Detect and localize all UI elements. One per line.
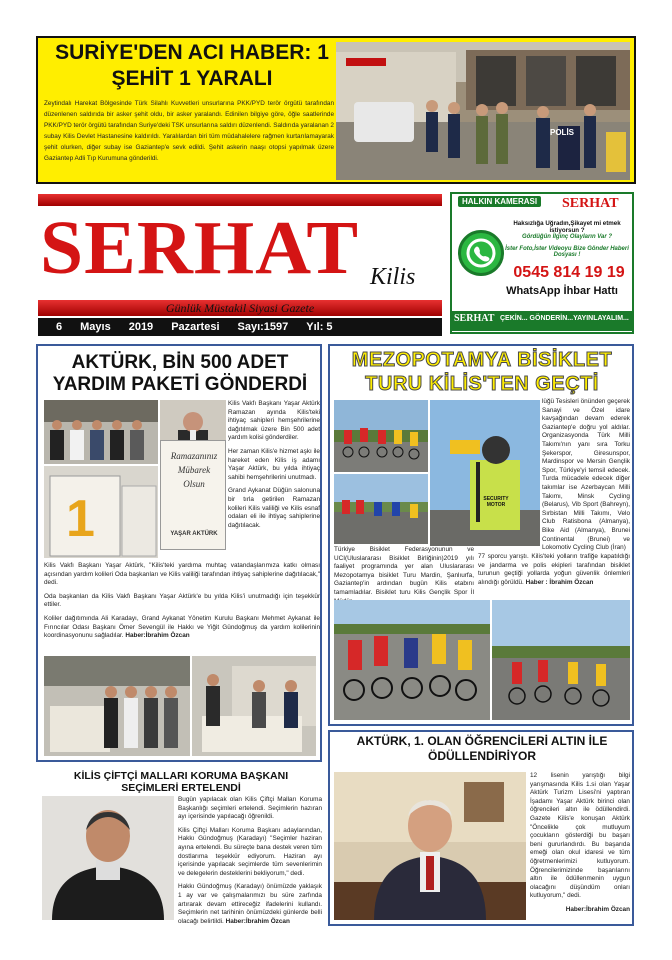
ad-brand: SERHAT xyxy=(562,196,619,211)
ciftci-para-3: Hakkı Gündoğmuş (Karadayı) önümüzde yaklaşık 1 ay var ve çalışmalarımızı bu süre zarfında artırarak devam ettireceğiz ifadelerini kullandı. Seçimlerin net tarihinin önümüzdeki günlerde belli olacağı belirtildi. xyxy=(178,883,322,925)
akturk-story-text-wide xyxy=(44,562,320,646)
whatsapp-icon xyxy=(458,230,504,276)
akturk-para-1: Kilis Vakfı Başkanı Yaşar Aktürk Ramazan ayında Kilis'teki ihtiyaç sahipleri hemşehrilerine dağıtılmak üzere Bin 500 adet yardım kolisi gönderdiler. xyxy=(228,400,320,442)
akturk-byline: Haber:İbrahim Özcan xyxy=(125,632,190,640)
card-line-3: Olsun xyxy=(183,479,205,489)
top-story-body: Zeytindalı Harekat Bölgesinde Türk Silahlı Kuvvetleri unsurlarına PKK/PYD terör örgütü tarafından düzenlenen saldırıda bir asker şehit oldu, bir asker yaralandı. Edinilen bilgiye göre, öğle saatlerinde PKK/PYD terör örgütü tarafından Suriye'deki TSK unsurlarına saldırı düzenlendi. Saldırıda yaralanan 2 subay Kilis Devlet Hastanesine kaldırıldı. Yaralılardan biri tüm müdahalelere rağmen kurtarılamayarak şehit olurken, diğer subay ise Gaziantep'e sevk edildi. Şehit askerin naaşı otopsi yapılmak üzere Gaziantep Adli Tıp Kurumuna gönderildi. xyxy=(44,100,334,162)
card-name: YAŞAR AKTÜRK xyxy=(170,531,218,537)
ogr-para-1: 12 lisenin yarıştığı bilgi yarışmasında Kilis 1.si olan Yaşar Aktürk Turizm Lisesi'ni yaptıran İşadamı Yaşar Aktürk birinci olan öğrencileri altın ile ödüllendirdi. Gazete Kilis'e konuşan Aktürk "Öncelikle çok mutluyum çocukların gösterdiği bu başarı beni gururlandırdı. Bu başarıda emeği olan okul idaresi ve tüm öğretmenlerimizi kutluyorum. Öğrencilerimizinde başarılarını altın ile ödüllenmenin uygun olacağını düşündüm onları kutluyorum," dedi. xyxy=(530,772,630,900)
ogr-story-title[interactable]: AKTÜRK, 1. OLAN ÖĞRENCİLERİ ALTIN İLE ÖDÜLLENDİRİYOR xyxy=(356,734,608,763)
ciftci-story-text xyxy=(178,796,322,931)
security-vest-text: SECURITY MOTOR xyxy=(483,496,509,508)
akturk-story-text-col xyxy=(228,400,320,535)
ad-line-1: Haksızlığa Uğradın,Şikayet mi etmek istiyorsun ? xyxy=(513,220,621,234)
date-month: Mayıs xyxy=(80,321,111,333)
akturk-photo-group xyxy=(44,400,158,464)
masthead-logo[interactable]: SERHAT xyxy=(40,206,360,290)
date-bar xyxy=(38,318,442,336)
akturk-para-3: Grand Aykanat Düğün salonuna bir tırla getirilen Ramazan kolileri Kilis valiliği ve Kilis esnaf odaları eli ile ihtiyaç sahiplerine dağıtılacak. xyxy=(228,487,320,529)
akturk-photo-bottom-left xyxy=(44,656,190,756)
akturk-para-5: Oda başkanları da Kilis Vakfı Başkanı Yaşar Aktürk'e bu yılda Kilis'i unutmadığı için teşekkür ettiler. xyxy=(44,592,320,609)
card-line-1: Ramazanınız xyxy=(170,451,218,461)
volume-number: Yıl: 5 xyxy=(306,321,333,333)
mezo-byline: Haber : İbrahim Özcan xyxy=(525,578,594,586)
akturk-photo-bottom-right xyxy=(192,656,316,756)
akturk-para-6: Koliler dağıtımında Ali Karadayı, Grand Aykanat Yönetim Kurulu Başkanı Mehmet Aykanat ile Fırıncılar Odası Başkanı Ömer Sevengül ile Hakkı ve Yiğit Gündoğmuş da yardım kolilerinin koordinasyonunu sağladılar. xyxy=(44,614,320,640)
ciftci-portrait xyxy=(42,796,174,920)
date-year: 2019 xyxy=(128,321,154,333)
issue-number: Sayı:1597 xyxy=(237,321,289,333)
masthead-logo-sub: Kilis xyxy=(370,264,416,290)
svg-text:1: 1 xyxy=(66,490,95,548)
ad-line-3: İster Foto,İster Videoyu Bize Gönder Haberi Dosyası ! xyxy=(505,246,629,258)
mezo-photo-cyclists-2 xyxy=(334,474,428,544)
date-day: 6 xyxy=(56,321,63,333)
mezo-photo-peloton xyxy=(334,600,490,720)
ciftci-story-title[interactable]: KİLİS ÇİFTÇİ MALLARI KORUMA BAŞKANI SEÇİMLERİ ERTELENDİ xyxy=(73,770,289,794)
mezo-story-col-2: Türkiye Bisiklet Federasyonunun ve UCI(Uluslararası Bisiklet Birliğinin)2019 yılı faaliyet programında yer alan Uluslararası Mezopotamya bisiklet Turu Mardin, Şanlıurfa, Gaziantep'in ardından bugün Kilis etabını tamamladılar. Bisiklet turu Kilis Gençlik Spor İl xyxy=(334,546,474,596)
ad-hotline-label: WhatsApp İhbar Hattı xyxy=(506,285,618,297)
top-story-photo xyxy=(336,42,630,180)
ogr-story-text xyxy=(530,772,630,920)
date-weekday: Pazartesi xyxy=(171,321,220,333)
mezo-para-3: 77 sporcu yarıştı. Kilis'teki yolların trafiğe kapatıldığı ve jandarma ve polis ekipleri tarafından bisiklet turunun geçtiği yollarda yoğun güvenlik önlemleri alındığı görüldü. xyxy=(478,553,630,586)
ad-footer-text: ÇEKİN... GÖNDERİN...YAYINLAYALIM... xyxy=(500,315,629,322)
mezo-story-title[interactable]: MEZOPOTAMYA BİSİKLET TURU KİLİS'TEN GEÇTİ xyxy=(351,349,613,395)
top-story-title[interactable]: SURİYE'DEN ACI HABER: 1 ŞEHİT 1 YARALI xyxy=(55,41,329,90)
akturk-photo-boxes xyxy=(44,466,158,558)
masthead-tagline: Günlük Müstakil Siyasi Gazete xyxy=(165,301,315,315)
ogr-portrait xyxy=(334,772,526,920)
akturk-para-2: Her zaman Kilis'e hizmet aşkı ile hareket eden Kilis iş adamı Yaşar Aktürk, bu yılda ihtiyaç sahibi hemşehrilerini unutmadı. xyxy=(228,447,320,481)
akturk-ramazan-card xyxy=(160,440,226,550)
akturk-story-title[interactable]: AKTÜRK, BİN 500 ADET YARDIM PAKETİ GÖNDERDİ xyxy=(52,352,308,395)
mezo-photo-security xyxy=(430,400,540,546)
card-line-2: Mübarek xyxy=(177,465,211,475)
mezo-story-col-3 xyxy=(478,553,630,587)
ad-line-2: Gördüğün İlginç Olayların Var ? xyxy=(521,234,613,240)
ad-header: HALKIN KAMERASI xyxy=(458,196,541,207)
ciftci-para-2: Kilis Çiftçi Malları Koruma Başkanı adaylarından, Hakkı Gündoğmuş (Karadayı) "Seçimler haziran ayına ertelendi. Bu süreçte bana destek veren tüm dostlarıma teşekkür ediyorum. Haziran ayı içerisinde yapılacak seçimlerde tüm sevenlerimin ve delegelerin desteklerini bekliyorum," dedi. xyxy=(178,826,322,877)
ad-footer-brand: SERHAT xyxy=(454,313,495,324)
akturk-para-4: Kilis Vakfı Başkanı Yaşar Aktürk, "Kilis'teki yardıma muhtaç vatandaşlarımıza katkı olması açısından yardım kolileri Oda başkanları ve Kilis valiliği tarafından ihtiyaç sahiplerine dağıtılacak," dedi. xyxy=(44,562,320,587)
police-sign: POLİS xyxy=(550,128,575,137)
ciftci-para-1: Bugün yapılacak olan Kilis Çiftçi Malları Koruma Başkanlığı seçimleri ertelendi. Seçimlerin hazıran ayı içerisinde yapılacağı öğrenildi. xyxy=(178,796,322,821)
mezo-photo-road xyxy=(492,600,630,720)
mezo-photo-cyclists-1 xyxy=(334,400,428,472)
mezo-story-col-1: lüğü Tesisleri önünden geçerek Sanayi ve Özel idare kavşağından devam ederek Gaziantep'e doğru yol aldılar. Organizasyonda Türk Milli Takımı'nın yanı sıra Torku Şekerspor, Giresunspor, Mardinspor ve Mersin Gençlik Spor, Türkiye'yi temsil edecek. Turda mücadele edecek diğer takımlar ise Azerbaycan Milli Takımı, Minsk Cycling (Belarus), Vib Sport (Bahreyn), Sırbistan Milli Takımı, Velo Club Ratisbona (Almanya), Bike Aid (Almanya), Brunei Continental (Brunei) ve Lokomotiv Cycling Club (İran) xyxy=(542,398,630,552)
ad-phone-number[interactable]: 0545 814 19 19 xyxy=(513,264,625,281)
ciftci-byline: Haber:İbrahim Özcan xyxy=(225,917,290,925)
ogr-byline: Haber:İbrahim Özcan xyxy=(565,905,630,913)
